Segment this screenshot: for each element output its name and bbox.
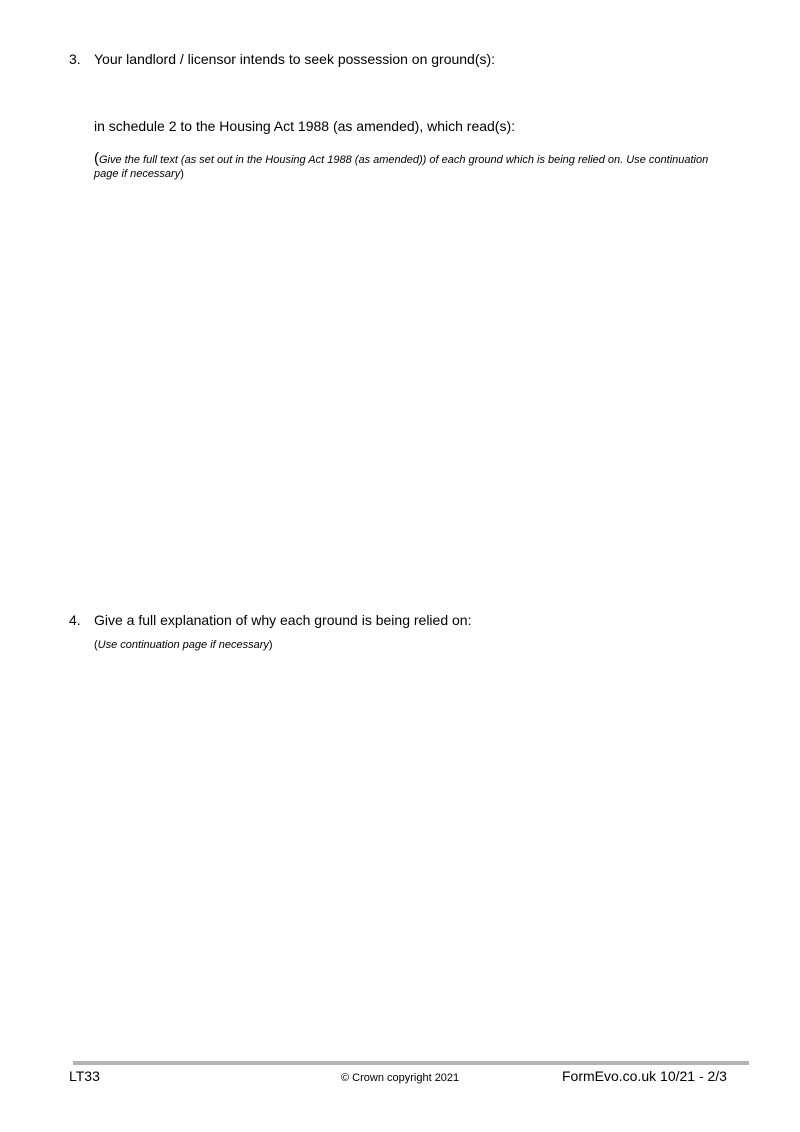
question-3-instruction bbox=[94, 152, 734, 181]
question-4-instruction bbox=[94, 638, 734, 652]
question-4-text: Give a full explanation of why each ground is being relied on: bbox=[94, 612, 472, 628]
footer-divider bbox=[73, 1061, 749, 1065]
question-3-text: Your landlord / licensor intends to seek possession on ground(s): bbox=[94, 51, 496, 67]
explanation-field[interactable] bbox=[94, 660, 744, 1050]
grounds-full-text-field[interactable] bbox=[94, 188, 744, 598]
footer-copyright: © Crown copyright 2021 bbox=[341, 1072, 460, 1084]
instruction-open-paren: ( bbox=[94, 639, 98, 651]
question-4-number: 4. bbox=[69, 612, 81, 628]
instruction-close-paren: ) bbox=[180, 168, 184, 180]
instruction-open-paren: ( bbox=[94, 150, 99, 167]
footer-page-reference: FormEvo.co.uk 10/21 - 2/3 bbox=[562, 1068, 727, 1084]
question-3-subtext: in schedule 2 to the Housing Act 1988 (as amended), which read(s): bbox=[94, 118, 516, 134]
instruction-text: Give the full text (as set out in the Housing Act 1988 (as amended)) of each ground which is being relied on. Use continuation page if necessary bbox=[94, 154, 709, 180]
instruction-text: Use continuation page if necessary bbox=[97, 639, 269, 651]
ground-numbers-field[interactable] bbox=[94, 72, 744, 114]
footer-form-code: LT33 bbox=[69, 1068, 100, 1084]
question-3-number: 3. bbox=[69, 51, 81, 67]
instruction-close-paren: ) bbox=[268, 639, 273, 651]
